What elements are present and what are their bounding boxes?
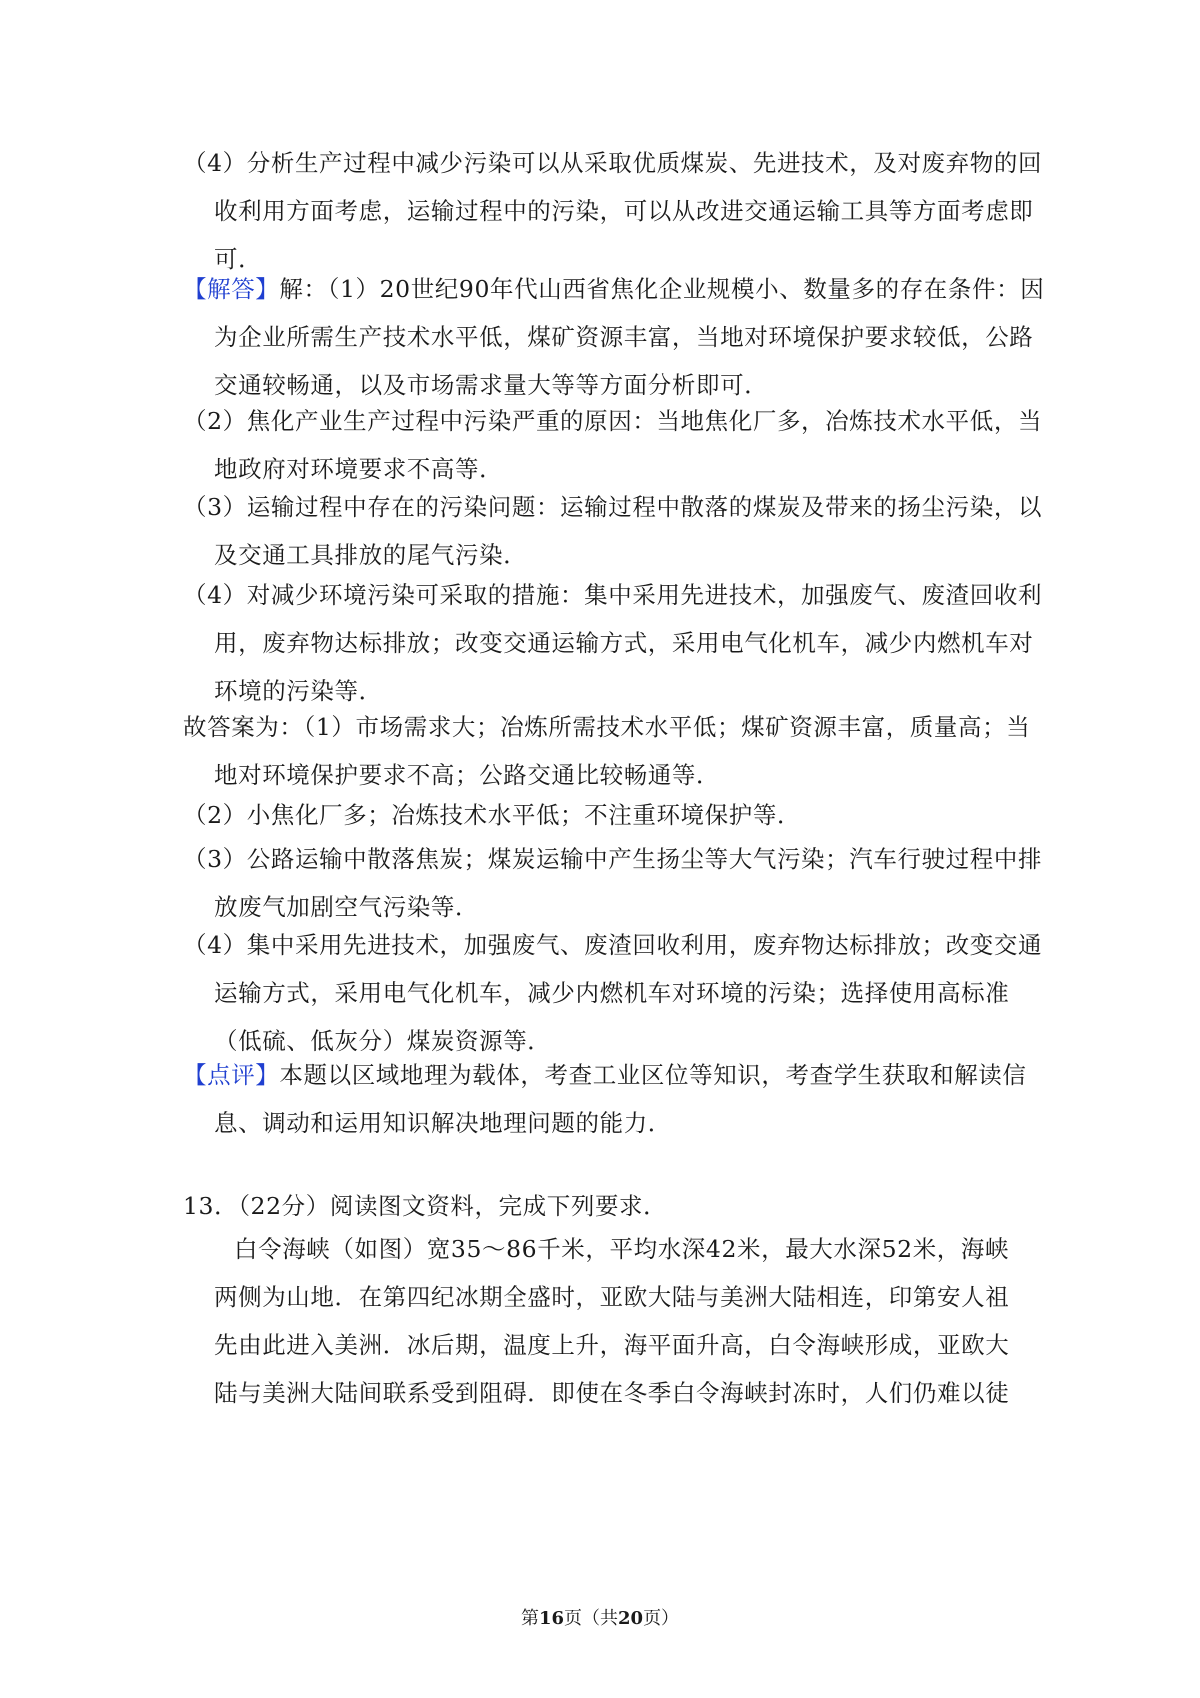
solution-item-3: [183, 483, 1054, 579]
question-13-body-text: 白令海峡（如图）宽35～86千米，平均水深42米，最大水深52米，海峡两侧为山地．在第四纪冰期全盛时，亚欧大陆与美洲大陆相连，印第安人祖先由此进入美洲．冰后期，温度上升，海平面升高，白令海峡形成，亚欧大陆与美洲大陆间联系受到阻碍．即使在冬季白令海峡封冻时，人们仍难以徒: [214, 1235, 1010, 1407]
answer-summary-3-text: （3）公路运输中散落焦炭；煤炭运输中产生扬尘等大气污染；汽车行驶过程中排放废气加剧空气污染等．: [183, 845, 1043, 921]
footer-suffix: 页）: [643, 1608, 680, 1629]
footer-middle: 页（共: [564, 1608, 618, 1629]
footer-page-number: 16: [538, 1608, 564, 1629]
answer-summary-3: [183, 835, 1054, 931]
question-13-heading: [183, 1182, 1054, 1230]
answer-summary-2-text: （2）小焦化厂多；冶炼技术水平低；不注重环境保护等．: [183, 801, 802, 829]
footer-total-pages: 20: [618, 1608, 644, 1629]
answer-analysis-4: [183, 139, 1054, 283]
solution-tag: 【解答】: [183, 275, 280, 303]
comment-tag: 【点评】: [183, 1061, 280, 1089]
footer-prefix: 第: [520, 1608, 539, 1629]
solution-item-4-text: （4）对减少环境污染可采取的措施：集中采用先进技术，加强废气、废渣回收利用，废弃物达标排放；改变交通运输方式，采用电气化机车，减少内燃机车对环境的污染等．: [183, 581, 1043, 705]
analysis-4-text: （4）分析生产过程中减少污染可以从采取优质煤炭、先进技术，及对废弃物的回收利用方面考虑，运输过程中的污染，可以从改进交通运输工具等方面考虑即可．: [183, 149, 1043, 273]
solution-text: 解：（1）20世纪90年代山西省焦化企业规模小、数量多的存在条件：因为企业所需生产技术水平低，煤矿资源丰富，当地对环境保护要求较低，公路交通较畅通，以及市场需求量大等等方面分析即可．: [214, 275, 1045, 399]
answer-summary-1-text: 故答案为：（1）市场需求大；冶炼所需技术水平低；煤矿资源丰富，质量高；当地对环境保护要求不高；公路交通比较畅通等．: [183, 713, 1031, 789]
solution-paragraph: [183, 265, 1054, 409]
page-footer: [0, 1604, 1200, 1630]
comment-paragraph: [183, 1051, 1054, 1147]
solution-item-2: [183, 397, 1054, 493]
solution-item-4: [183, 571, 1054, 715]
answer-summary-1: [183, 703, 1054, 799]
comment-text: 本题以区域地理为载体，考查工业区位等知识，考查学生获取和解读信息、调动和运用知识解决地理问题的能力．: [214, 1061, 1027, 1137]
answer-summary-2: [183, 791, 1054, 839]
solution-item-3-text: （3）运输过程中存在的污染问题：运输过程中散落的煤炭及带来的扬尘污染，以及交通工具排放的尾气污染．: [183, 493, 1043, 569]
answer-summary-4: [183, 921, 1054, 1065]
solution-item-2-text: （2）焦化产业生产过程中污染严重的原因：当地焦化厂多，冶炼技术水平低，当地政府对环境要求不高等．: [183, 407, 1043, 483]
question-13-heading-text: 13．（22分）阅读图文资料，完成下列要求．: [183, 1192, 668, 1220]
answer-summary-4-text: （4）集中采用先进技术，加强废气、废渣回收利用，废弃物达标排放；改变交通运输方式，采用电气化机车，减少内燃机车对环境的污染；选择使用高标准（低硫、低灰分）煤炭资源等．: [183, 931, 1043, 1055]
question-13-body: [214, 1225, 1024, 1417]
